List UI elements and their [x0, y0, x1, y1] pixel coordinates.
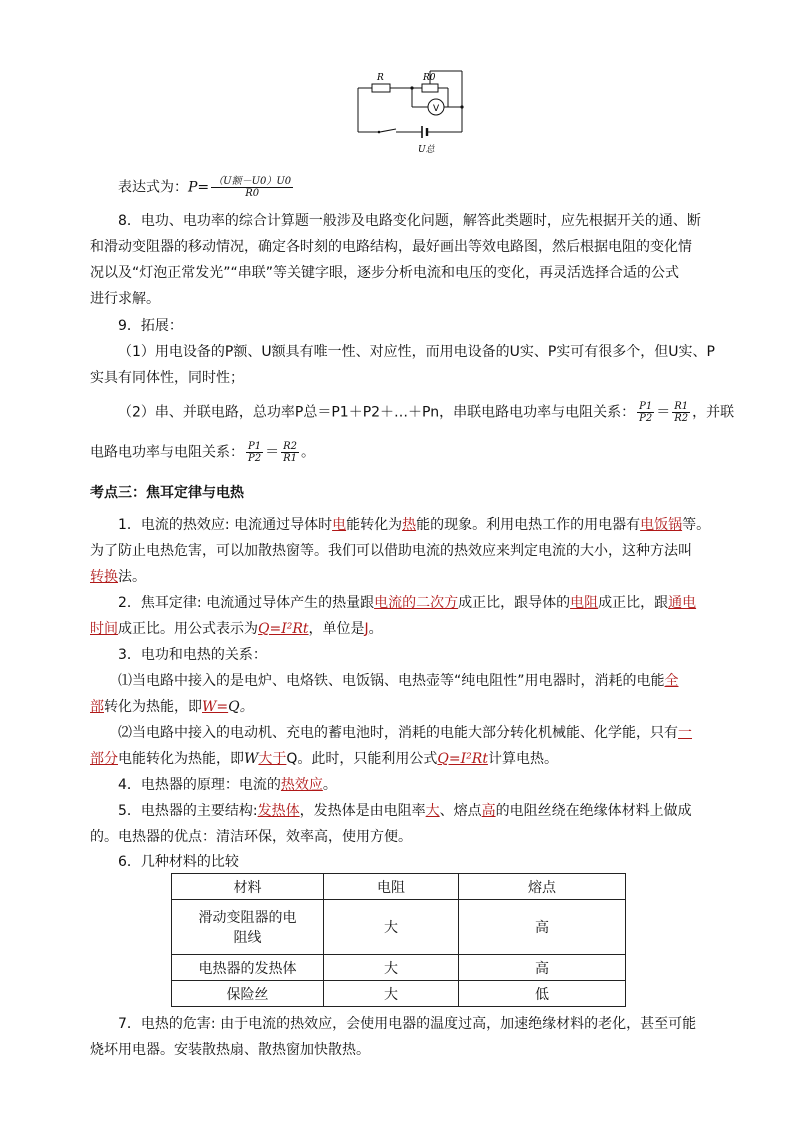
expression-line [118, 176, 738, 199]
p3-fraction-2: $\frac{R2}{R1}$ [283, 441, 297, 464]
resistor-r0 [422, 84, 438, 92]
s5-line1: 5．电热器的主要结构:发热体，发热体是由电阻率大、熔点高的电阻丝绕在绝缘体材料上做成 [118, 803, 692, 819]
s3-title: 3．电功和电热的关系： [118, 647, 267, 663]
s1-line1: 1．电流的热效应: 电流通过导体时电能转化为热能的现象。利用电热工作的用电器有电饭锅等。 [118, 517, 711, 533]
table-cell: 高 [459, 900, 626, 955]
expression-fraction [211, 176, 293, 199]
circuit-diagram [350, 64, 470, 160]
p2-fraction-2: $\frac{R1}{R2}$ [674, 401, 689, 424]
materials-table [171, 873, 626, 1007]
expression-lhs: P= [188, 179, 210, 196]
item9-p1-line1: （1）用电设备的P额、U额具有唯一性、对应性，而用电设备的U实、P实可有很多个，但U实、P [118, 344, 715, 360]
s3-p2-line2: 部分电能转化为热能，即W大于Q。此时，只能利用公式Q=I²Rt计算电热。 [90, 751, 558, 767]
s3-p1-line1: ⑴当电路中接入的是电炉、电烙铁、电饭锅、电热壶等“纯电阻性”用电器时，消耗的电能全 [118, 673, 679, 689]
item8-line4: 进行求解。 [90, 291, 160, 307]
p3-fraction-1: $\frac{P1}{P2}$ [248, 441, 262, 464]
s6-title: 6．几种材料的比较 [118, 854, 239, 870]
section-heading: 考点三：焦耳定律与电热 [90, 485, 244, 501]
s7-line1: 7．电热的危害: 由于电流的热效应，会使用电器的温度过高，加速绝缘材料的老化，甚至可能 [118, 1016, 697, 1032]
s2-line2: 时间成正比。用公式表示为Q=I²Rt，单位是J。 [90, 621, 383, 637]
table-row [172, 955, 626, 981]
table-header: 熔点 [459, 874, 626, 900]
voltmeter-label: V [433, 104, 440, 114]
table-cell: 大 [324, 981, 459, 1007]
table-cell: 保险丝 [172, 981, 324, 1007]
table-row [172, 981, 626, 1007]
expression-denominator: R0 [245, 188, 260, 199]
table-cell: 大 [324, 900, 459, 955]
table-row [172, 900, 626, 955]
item9-p2-text: （2）串、并联电路，总功率P总＝P1＋P2＋…＋Pn，串联电路电功率与电阻关系： [118, 404, 636, 421]
item9-p3-line: 电路电功率与电阻关系： $\frac{P1}{P2}$ ＝ $\frac{R2}{R1}$ 。 [90, 441, 315, 464]
s2-line1: 2．焦耳定律: 电流通过导体产生的热量跟电流的二次方成正比，跟导体的电阻成正比，跟通电 [118, 595, 697, 611]
expression-prefix: 表达式为： [118, 179, 188, 196]
p2-fraction-1: $\frac{P1}{P2}$ [639, 401, 653, 424]
r0-label: R0 [423, 73, 436, 83]
table-header: 电阻 [324, 874, 459, 900]
expression-numerator: （U额－U0）U0 [213, 176, 292, 187]
s3-p1-line2: 部转化为热能，即W=Q。 [90, 699, 254, 715]
item9-p1-line2: 实具有同体性，同时性； [90, 370, 244, 386]
item8-line2: 和滑动变阻器的移动情况，确定各时刻的电路结构，最好画出等效电路图，然后根据电阻的变化情 [90, 239, 692, 255]
table-header: 材料 [172, 874, 324, 900]
s5-line2: 的。电热器的优点：清洁环保，效率高，使用方便。 [90, 829, 412, 845]
item9-title: 9．拓展： [118, 318, 183, 334]
s3-p2-line1: ⑵当电路中接入的电动机、充电的蓄电池时，消耗的电能大部分转化机械能、化学能，只有一 [118, 725, 692, 741]
item8-line3: 况以及“灯泡正常发光”“串联”等关键字眼，逐步分析电流和电压的变化，再灵活选择合适的公式 [90, 265, 680, 281]
item8-line1: 8．电功、电功率的综合计算题一般涉及电路变化问题，解答此类题时，应先根据开关的通、断 [118, 213, 701, 229]
table-cell: 低 [459, 981, 626, 1007]
resistor-r [372, 84, 390, 92]
table-cell: 电热器的发热体 [172, 955, 324, 981]
item9-p2-line: （2）串、并联电路，总功率P总＝P1＋P2＋…＋Pn，串联电路电功率与电阻关系： $\frac{P1}{P2}$ ＝ $\frac{R1}{R2}$ ，并联 [118, 401, 735, 424]
s4-line: 4．电热器的原理：电流的热效应。 [118, 777, 337, 793]
table-header-row [172, 874, 626, 900]
s1-line3: 转换法。 [90, 569, 146, 585]
s1-line2: 为了防止电热危害，可以加散热窗等。我们可以借助电流的热效应来判定电流的大小，这种方法叫 [90, 543, 692, 559]
source-label: U总 [418, 145, 435, 155]
s7-line2: 烧坏用电器。安装散热扇、散热窗加快散热。 [90, 1042, 370, 1058]
r-label: R [377, 73, 384, 83]
table-cell: 滑动变阻器的电 阻线 [172, 900, 324, 955]
table-cell: 高 [459, 955, 626, 981]
table-cell: 大 [324, 955, 459, 981]
